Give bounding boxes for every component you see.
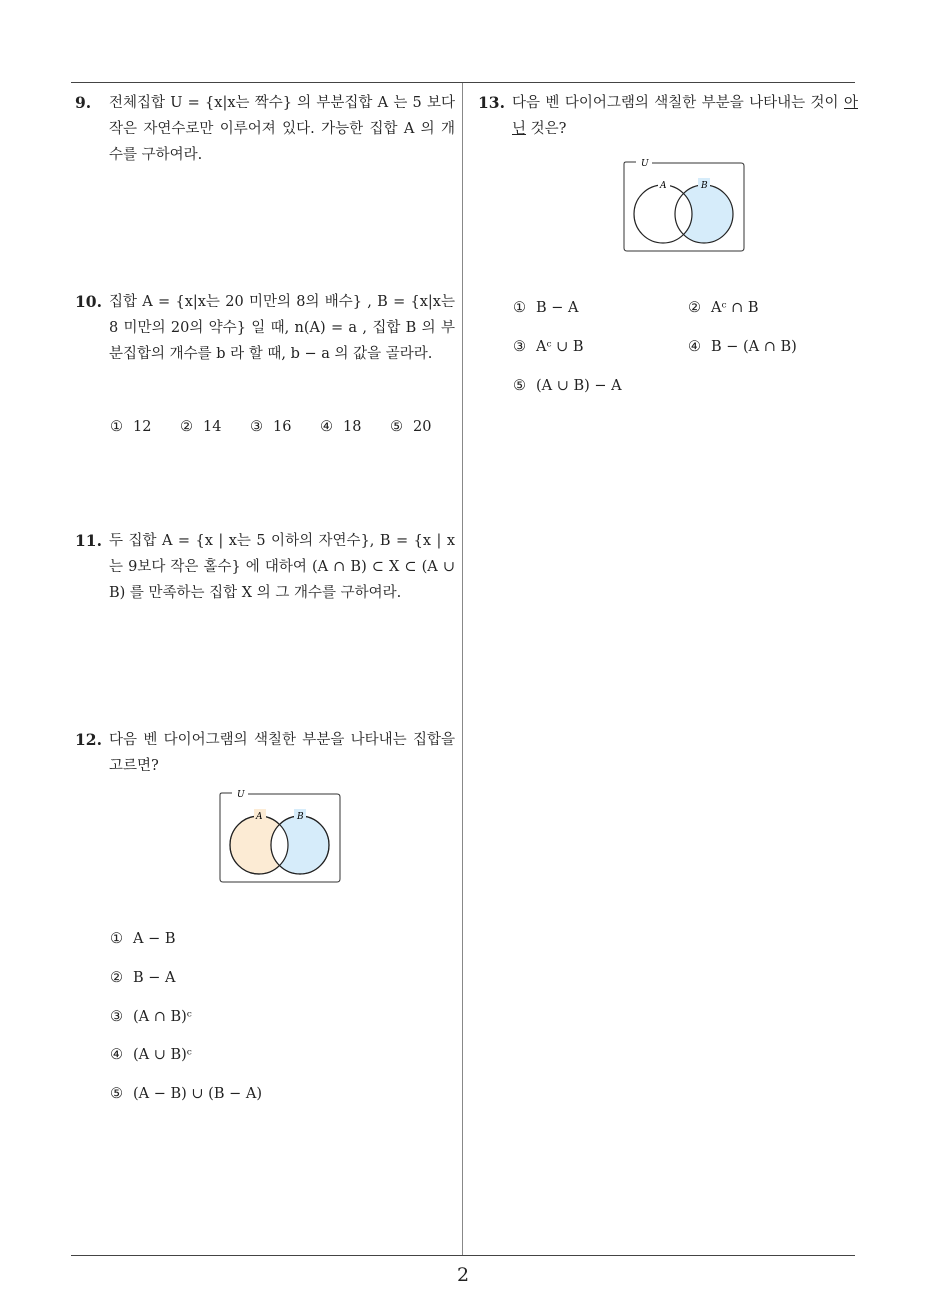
set-a-label: A <box>256 812 263 822</box>
answer-choices <box>513 300 853 400</box>
answer-choice[interactable]: ② Aᶜ ∩ B <box>688 300 759 316</box>
problem-text: 집합 A = {x|x는 20 미만의 8의 배수} , B = {x|x는 8 미만의 20의 약수} 일 때, n(A) = a , 집합 B 의 부분집합의 개수를 b 라 할 때, b − a 의 값을 골라라. <box>109 294 455 362</box>
answer-choices <box>110 419 450 439</box>
top-rule <box>71 82 855 83</box>
problem-number: 12. <box>75 730 102 749</box>
problem-text: 전체집합 U = {x|x는 짝수} 의 부분집합 A 는 5 보다 작은 자연수로만 이루어져 있다. 가능한 집합 A 의 개수를 구하여라. <box>109 95 455 163</box>
universe-label: U <box>237 790 245 800</box>
page-number: 2 <box>456 1264 470 1286</box>
problem-13 <box>478 90 858 142</box>
answer-choice[interactable]: ⑤ (A − B) ∪ (B − A) <box>110 1086 262 1102</box>
set-a-label: A <box>660 181 667 191</box>
problem-number: 9. <box>75 93 92 112</box>
answer-choice[interactable]: ① B − A <box>513 300 579 316</box>
answer-choice[interactable]: ① 12 <box>110 419 152 435</box>
problem-text: 다음 벤 다이어그램의 색칠한 부분을 나타내는 것이 아닌 것은? <box>512 95 858 137</box>
problem-11 <box>75 528 455 606</box>
venn-diagram <box>218 787 342 885</box>
answer-choice[interactable]: ③ Aᶜ ∪ B <box>513 339 584 355</box>
problem-number: 13. <box>478 93 505 112</box>
bottom-rule <box>71 1255 855 1256</box>
problem-12 <box>75 727 455 779</box>
universe-label: U <box>641 159 649 169</box>
answer-choice[interactable]: ② B − A <box>110 970 176 986</box>
set-b-label: B <box>701 181 708 191</box>
problem-number: 11. <box>75 531 102 550</box>
problem-number: 10. <box>75 292 102 311</box>
problem-text: 두 집합 A = {x | x는 5 이하의 자연수}, B = {x | x는 9보다 작은 홀수} 에 대하여 (A ∩ B) ⊂ X ⊂ (A ∪ B) 를 만족하는 집합 X 의 그 개수를 구하여라. <box>109 533 455 601</box>
column-divider <box>462 83 463 1255</box>
problem-10 <box>75 289 455 367</box>
answer-choice[interactable]: ② 14 <box>180 419 222 435</box>
answer-choice[interactable]: ④ (A ∪ B)ᶜ <box>110 1047 192 1063</box>
answer-choice[interactable]: ③ 16 <box>250 419 292 435</box>
problem-9 <box>75 90 455 168</box>
answer-choice[interactable]: ① A − B <box>110 931 176 947</box>
answer-choice[interactable]: ⑤ 20 <box>390 419 432 435</box>
answer-choice[interactable]: ⑤ (A ∪ B) − A <box>513 378 622 394</box>
answer-choice[interactable]: ④ B − (A ∩ B) <box>688 339 797 355</box>
venn-diagram <box>622 156 746 254</box>
answer-choice[interactable]: ④ 18 <box>320 419 362 435</box>
answer-choice[interactable]: ③ (A ∩ B)ᶜ <box>110 1009 192 1025</box>
set-b-label: B <box>297 812 304 822</box>
underlined-word: 아닌 <box>512 95 858 137</box>
problem-text: 다음 벤 다이어그램의 색칠한 부분을 나타내는 집합을 고르면? <box>109 732 455 774</box>
answer-choices <box>110 931 450 1111</box>
